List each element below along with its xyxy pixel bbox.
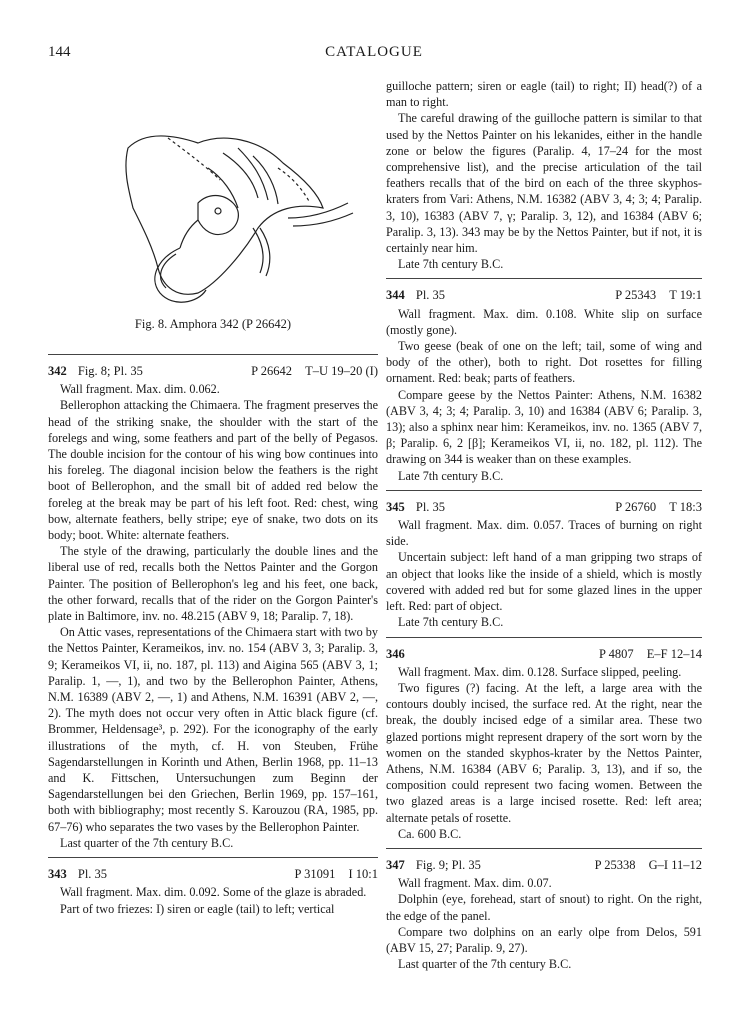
- inventory-number: P 31091: [294, 867, 336, 882]
- entry-number: 343: [48, 867, 67, 882]
- paragraph: guilloche pattern; siren or eagle (tail) to right; II) head(?) of a man to right.: [386, 79, 702, 110]
- entry-header-343: [48, 866, 378, 882]
- findspot: G–I 11–12: [648, 857, 702, 872]
- running-head: CATALOGUE: [325, 44, 423, 60]
- entry-header-346: [386, 646, 702, 662]
- paragraph: Wall fragment. Max. dim. 0.062.: [60, 382, 220, 397]
- inventory-number: P 25343: [615, 288, 657, 303]
- paragraph: Bellerophon attacking the Chimaera. The fragment preserves the head of the striking snake, the shoulder with the start of the forelegs and wing, some feathers and part of the belly of Pegasos. The double incision for the contour of his wing bow continues into his foreleg. The diagonal incision below the feathers is the right boot of Bellerophon, and the small bit of added red below the foreleg at the break may be part of his left foot. Red: chest, wing bow, alternate feathers, belly stripe; eye of snake, two dots on its body; boot. White: alternate feathers.: [48, 398, 378, 543]
- divider: [386, 637, 702, 638]
- paragraph: Compare two dolphins on an early olpe from Delos, 591 (ABV 15, 27; Paralip. 9, 27).: [386, 924, 702, 955]
- paragraph: Two geese (beak of one on the left; tail, some of wing and body of the other), both to right. Dot rosettes for filling ornament. Red: beak; parts of feathers.: [386, 339, 702, 386]
- paragraph: The careful drawing of the guilloche pattern is similar to that used by the Nettos Painter on his lekanides, either in the handle zone or below the figures (Paralip. 4, 17–24 for the most comprehensive list), and the precise articulation of the tail feathers recalls that of the bird on each of the three skyphos-kraters from Vari: Athens, N.M. 16382 (ABV 3, 4; 3; 4; Paralip. 3, 10), 16383 (ABV 7, γ; Paralip. 3, 12), and 16384 (ABV 6; Paralip. 3, 13). 343 may be by the Nettos Painter, but if not, it is certainly near him.: [386, 111, 702, 256]
- entry-header-342: [48, 363, 378, 379]
- entry-number: 347: [386, 857, 405, 872]
- date-line: Last quarter of the 7th century B.C.: [398, 957, 572, 972]
- divider: [386, 490, 702, 491]
- inventory-number: P 4807: [599, 646, 634, 661]
- paragraph: Dolphin (eye, forehead, start of snout) to right. On the right, the edge of the panel.: [386, 892, 702, 923]
- paragraph: Wall fragment. Max. dim. 0.108. White slip on surface (mostly gone).: [386, 306, 702, 337]
- page-number: 144: [48, 44, 71, 60]
- entry-header-347: [386, 857, 702, 873]
- amphora-fragment-drawing: [48, 108, 378, 318]
- right-column: [386, 78, 702, 972]
- entry-plate-ref: Pl. 35: [415, 288, 446, 303]
- entry-plate-ref: Fig. 9; Pl. 35: [415, 857, 481, 872]
- paragraph: Wall fragment. Max. dim. 0.092. Some of the glaze is abraded.: [60, 885, 367, 900]
- findspot: E–F 12–14: [646, 646, 702, 661]
- paragraph: Wall fragment. Max. dim. 0.128. Surface slipped, peeling.: [398, 664, 682, 679]
- inventory-number: P 25338: [594, 857, 636, 872]
- findspot: T 18:3: [669, 499, 702, 514]
- divider: [386, 848, 702, 849]
- entry-header-344: [386, 287, 702, 303]
- entry-header-345: [386, 499, 702, 515]
- entry-number: 344: [386, 288, 405, 303]
- inventory-number: P 26642: [251, 364, 292, 378]
- paragraph: Wall fragment. Max. dim. 0.07.: [398, 876, 552, 891]
- entry-number: 345: [386, 499, 405, 514]
- date-line: Last quarter of the 7th century B.C.: [60, 835, 234, 850]
- paragraph: Compare geese by the Nettos Painter: Athens, N.M. 16382 (ABV 3, 4; 3; 4; Paralip. 3, 10) and 16384 (ABV 6; Paralip. 3, 13); also a sphinx near him: Kerameikos, inv. no. 1365 (ABV 7, β; Paralip. 6, 2 [β]; Kerameikos VI, ii, no. 182, pl. 112). The drawing on 344 is weaker than on these examples.: [386, 387, 702, 467]
- entry-number: 346: [386, 646, 405, 661]
- entry-plate-ref: Pl. 35: [415, 499, 446, 514]
- divider: [48, 354, 378, 355]
- inventory-number: P 26760: [615, 499, 657, 514]
- date-line: Late 7th century B.C.: [398, 257, 504, 272]
- paragraph: Wall fragment. Max. dim. 0.057. Traces of burning on right side.: [386, 518, 702, 549]
- figure-8: [48, 78, 378, 348]
- paragraph: The style of the drawing, particularly the double lines and the liberal use of red, recalls both the Nettos Painter and the Gorgon Painter. The position of Bellerophon's leg and his feet, one back, the other forward, recalls that of the rider on the Gorgon Painter's plate in Baltimore, inv. no. 48.215 (ABV 9, 18; Paralip. 7, 18).: [48, 544, 378, 624]
- findspot: T–U 19–20 (I): [305, 364, 378, 378]
- divider: [48, 857, 378, 858]
- findspot: I 10:1: [348, 867, 378, 882]
- entry-number: 342: [48, 364, 67, 378]
- paragraph: Two figures (?) facing. At the left, a large area with the contours doubly incised, the surface red. At the right, near the break, the doubly incised edge of a similar area. These two glazed portions might represent drapery of the sort worn by the women on the standed skyphos-krater by the Nettos Painter, Athens, N.M. 16384 (ABV 6; Paralip. 3, 13), and if so, the composition could represent two facing women. Between the two glazed areas is a large incised rosette. Red: left area; alternate petals of rosette.: [386, 680, 702, 825]
- entry-plate-ref: Fig. 8; Pl. 35: [77, 364, 143, 378]
- date-line: Late 7th century B.C.: [398, 468, 504, 483]
- left-column: [48, 78, 378, 917]
- date-line: Ca. 600 B.C.: [398, 826, 462, 841]
- paragraph: Part of two friezes: I) siren or eagle (tail) to left; vertical: [60, 901, 335, 916]
- findspot: T 19:1: [669, 288, 702, 303]
- paragraph: On Attic vases, representations of the Chimaera start with two by the Nettos Painter, Kerameikos, inv. no. 154 (ABV 3, 3; Paralip. 3, 9; Kerameikos VI, ii, no. 187, pl. 113) and Aigina 565 (ABV 3, 1; Paralip. 1, —, 1), and two by the Bellerophon Painter, Athens, N.M. 16389 (ABV 2, —, 1) and Athens, N.M. 16391 (ABV 2, —, 2). The myth does not occur very often in Attic black figure (cf. Brommer, Heldensage³, p. 292). For the iconography of the early illustrations of the myth, cf. H. von Steuben, Frühe Sagendarstellungen in Korinth und Athen, Berlin 1968, pp. 11–13 and K. Fittschen, Untersuchungen zum Beginn der Sagendarstellungen bei den Griechen, Berlin 1969, pp. 157–161, both with bibliography; most recently S. Karouzou (RA, 1985, pp. 67–76) who separates the two vases by the Bellerophon Painter.: [48, 625, 378, 834]
- date-line: Late 7th century B.C.: [398, 615, 504, 630]
- paragraph: Uncertain subject: left hand of a man gripping two straps of an object that looks like the inside of a shield, which is mostly covered with added red but for some glazed lines in the upper left. Red: part of object.: [386, 550, 702, 614]
- figure-caption: Fig. 8. Amphora 342 (P 26642): [134, 317, 292, 331]
- entry-plate-ref: Pl. 35: [77, 867, 108, 882]
- divider: [386, 278, 702, 279]
